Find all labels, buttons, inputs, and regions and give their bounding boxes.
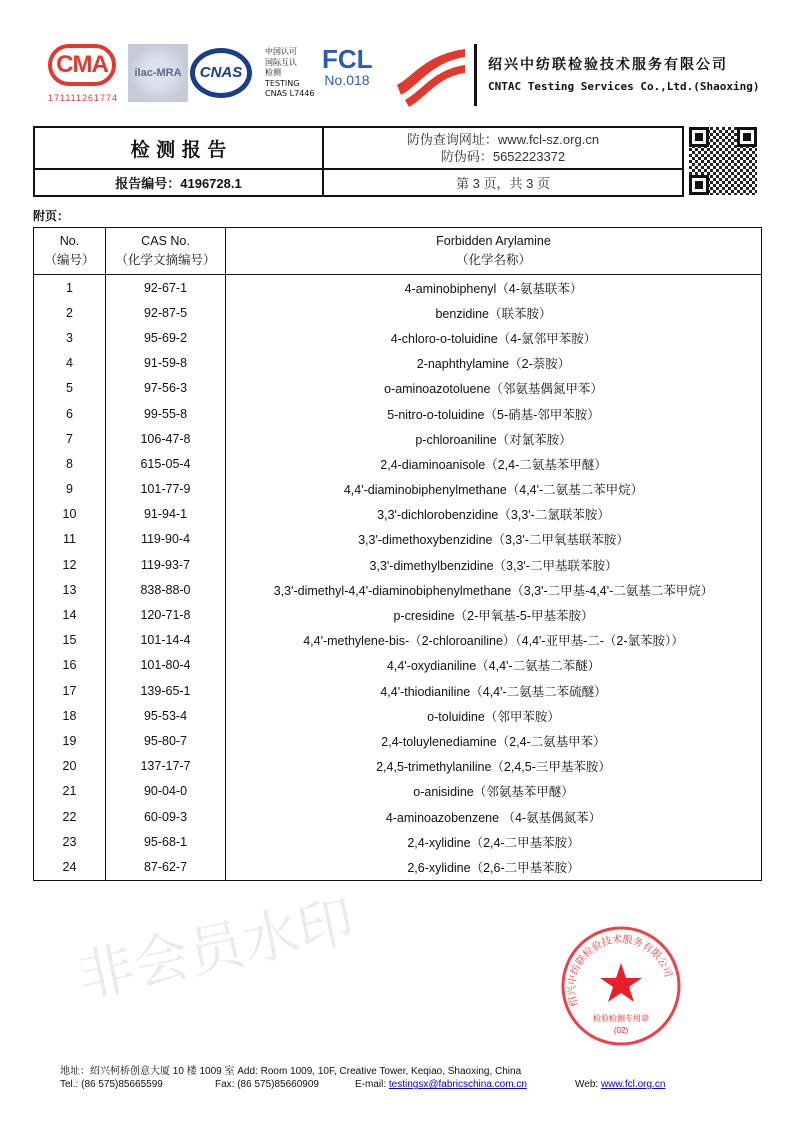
- cell-no: 22: [34, 804, 106, 829]
- cell-cas: 91-59-8: [106, 351, 226, 376]
- cell-cas: 95-53-4: [106, 703, 226, 728]
- table-row: [34, 351, 762, 376]
- table-row: [34, 376, 762, 401]
- fcl-logo: [322, 46, 372, 88]
- cell-cas: 101-80-4: [106, 653, 226, 678]
- table-row: [34, 779, 762, 804]
- company-seal: [560, 925, 682, 1047]
- cell-cas: 101-14-4: [106, 628, 226, 653]
- cnas-logo: CNAS: [190, 48, 252, 98]
- cell-cas: 101-77-9: [106, 477, 226, 502]
- cell-no: 15: [34, 628, 106, 653]
- ilac-mra-logo: ilac-MRA: [128, 44, 188, 102]
- cell-cas: 119-90-4: [106, 527, 226, 552]
- cell-name: 2,4-toluylenediamine（2,4-二氨基甲苯）: [226, 728, 762, 753]
- header-text: （编号）: [44, 253, 95, 267]
- cell-no: 23: [34, 829, 106, 854]
- cell-no: 7: [34, 426, 106, 451]
- table-row: [34, 653, 762, 678]
- cell-name: benzidine（联苯胺）: [226, 300, 762, 325]
- seal-center-text: 检验检测专用章: [593, 1014, 649, 1023]
- cell-name: 2,4-xylidine（2,4-二甲基苯胺）: [226, 829, 762, 854]
- cnas-line: 国际互认: [265, 57, 297, 67]
- cell-name: 4-chloro-o-toluidine（4-氯邻甲苯胺）: [226, 325, 762, 350]
- table-row: [34, 628, 762, 653]
- appendix-label: 附页：: [33, 209, 70, 223]
- cell-cas: 87-62-7: [106, 854, 226, 880]
- web-link[interactable]: www.fcl.org.cn: [600, 1079, 666, 1090]
- cnas-accreditation-text: [265, 47, 314, 100]
- table-row: [34, 451, 762, 476]
- fcl-mark: FCL: [322, 44, 373, 74]
- table-row: [34, 728, 762, 753]
- table-row: [34, 325, 762, 350]
- cell-name: o-aminoazotoluene（邻氨基偶氮甲苯）: [226, 376, 762, 401]
- report-header-table: [33, 126, 684, 197]
- table-row: [34, 426, 762, 451]
- cell-no: 20: [34, 754, 106, 779]
- cma-logo: CMA: [48, 44, 116, 86]
- cell-name: p-cresidine（2-甲氧基-5-甲基苯胺）: [226, 602, 762, 627]
- company-name-en: CNTAC Testing Services Co.,Ltd.(Shaoxing): [488, 80, 760, 93]
- cell-name: o-toluidine（邻甲苯胺）: [226, 703, 762, 728]
- cell-name: 3,3'-dimethoxybenzidine（3,3'-二甲氧基联苯胺）: [226, 527, 762, 552]
- divider: [474, 44, 477, 106]
- cell-cas: 139-65-1: [106, 678, 226, 703]
- cell-cas: 92-87-5: [106, 300, 226, 325]
- report-number: 报告编号：4196728.1: [34, 169, 323, 196]
- cell-no: 10: [34, 502, 106, 527]
- email-label: E-mail:: [355, 1079, 389, 1090]
- cell-cas: 106-47-8: [106, 426, 226, 451]
- table-row: [34, 275, 762, 301]
- cell-name: 3,3'-dichlorobenzidine（3,3'-二氯联苯胺）: [226, 502, 762, 527]
- web-label: Web:: [575, 1079, 601, 1090]
- cell-no: 18: [34, 703, 106, 728]
- cell-cas: 615-05-4: [106, 451, 226, 476]
- table-row: [34, 300, 762, 325]
- report-title: 检 测 报 告: [34, 127, 323, 169]
- seal-ring-text: 绍兴中纺联检验技术服务有限公司: [566, 934, 674, 1008]
- cnas-line: 检测: [265, 68, 281, 77]
- table-row: [34, 804, 762, 829]
- cell-name: 4,4'-oxydianiline（4,4'-二氨基二苯醚）: [226, 653, 762, 678]
- fcl-number: No.018: [324, 72, 370, 88]
- qr-code: [689, 127, 757, 195]
- cell-no: 13: [34, 577, 106, 602]
- arylamine-table: [33, 227, 762, 881]
- cell-cas: 119-93-7: [106, 552, 226, 577]
- table-row: [34, 527, 762, 552]
- cell-cas: 99-55-8: [106, 401, 226, 426]
- table-row: [34, 854, 762, 880]
- table-row: [34, 703, 762, 728]
- cell-name: o-anisidine（邻氨基苯甲醚）: [226, 779, 762, 804]
- watermark: 非会员水印: [72, 888, 360, 1011]
- cell-name: 4,4'-methylene-bis-（2-chloroaniline）（4,4'-亚甲基-二-（2-氯苯胺））: [226, 628, 762, 653]
- company-name-cn: 绍兴中纺联检验技术服务有限公司: [488, 57, 728, 73]
- cell-cas: 60-09-3: [106, 804, 226, 829]
- cnas-line: CNAS L7446: [265, 89, 315, 98]
- cell-no: 21: [34, 779, 106, 804]
- cell-name: 2-naphthylamine（2-萘胺）: [226, 351, 762, 376]
- cell-name: 4,4'-diaminobiphenylmethane（4,4'-二氨基二苯甲烷）: [226, 477, 762, 502]
- col-header-cas: [106, 228, 226, 275]
- cell-name: 2,4-diaminoanisole（2,4-二氨基苯甲醚）: [226, 451, 762, 476]
- col-header-no: [34, 228, 106, 275]
- cell-name: 4,4'-thiodianiline（4,4'-二氨基二苯硫醚）: [226, 678, 762, 703]
- cell-cas: 95-68-1: [106, 829, 226, 854]
- table-row: [34, 829, 762, 854]
- cell-no: 5: [34, 376, 106, 401]
- page-indicator: 第 3 页，共 3 页: [323, 169, 683, 196]
- cell-cas: 838-88-0: [106, 577, 226, 602]
- cell-cas: 95-80-7: [106, 728, 226, 753]
- table-row: [34, 502, 762, 527]
- cell-no: 14: [34, 602, 106, 627]
- cell-cas: 91-94-1: [106, 502, 226, 527]
- cell-name: p-chloroaniline（对氯苯胺）: [226, 426, 762, 451]
- cnas-line: TESTING: [265, 78, 300, 88]
- footer-contacts: [60, 1079, 700, 1090]
- company-swoosh-logo: [395, 45, 467, 107]
- header-text: （化学文摘编号）: [115, 253, 216, 267]
- email-link[interactable]: testingsx@fabricschina.com.cn: [388, 1079, 527, 1090]
- footer-address: 地址：绍兴柯桥创意大厦 10 楼 1009 室 Add: Room 1009, 10F, Creative Tower, Keqiao, Shaoxing, China: [60, 1066, 522, 1077]
- table-row: [34, 754, 762, 779]
- cell-name: 3,3'-dimethyl-4,4'-diaminobiphenylmethane（3,3'-二甲基-4,4'-二氨基二苯甲烷）: [226, 577, 762, 602]
- table-row: [34, 577, 762, 602]
- cell-no: 1: [34, 275, 106, 301]
- cell-cas: 95-69-2: [106, 325, 226, 350]
- table-row: [34, 401, 762, 426]
- header-text: （化学名称）: [455, 253, 531, 267]
- cell-name: 5-nitro-o-toluidine（5-硝基-邻甲苯胺）: [226, 401, 762, 426]
- footer-tel: Tel.: (86 575)85665599: [60, 1079, 163, 1090]
- cell-name: 4-aminobiphenyl（4-氨基联苯）: [226, 275, 762, 301]
- seal-code: (02): [613, 1026, 629, 1035]
- table-row: [34, 678, 762, 703]
- cell-no: 16: [34, 653, 106, 678]
- cell-no: 4: [34, 351, 106, 376]
- cell-no: 3: [34, 325, 106, 350]
- cell-cas: 90-04-0: [106, 779, 226, 804]
- cell-cas: 92-67-1: [106, 275, 226, 301]
- cell-no: 12: [34, 552, 106, 577]
- header-text: Forbidden Arylamine: [436, 234, 551, 248]
- table-row: [34, 602, 762, 627]
- verify-code: 防伪码：5652223372: [440, 149, 566, 164]
- cell-name: 4-aminoazobenzene （4-氨基偶氮苯）: [226, 804, 762, 829]
- cell-cas: 120-71-8: [106, 602, 226, 627]
- cell-no: 11: [34, 527, 106, 552]
- anti-counterfeit-info: [323, 127, 683, 169]
- cell-no: 17: [34, 678, 106, 703]
- cell-cas: 97-56-3: [106, 376, 226, 401]
- footer-fax: Fax: (86 575)85660909: [215, 1079, 319, 1090]
- cell-no: 8: [34, 451, 106, 476]
- cell-name: 2,6-xylidine（2,6-二甲基苯胺）: [226, 854, 762, 880]
- cnas-line: 中国认可: [265, 47, 297, 56]
- cell-no: 19: [34, 728, 106, 753]
- verify-url: 防伪查询网址：www.fcl-sz.org.cn: [406, 132, 600, 147]
- cell-no: 24: [34, 854, 106, 880]
- header-text: No.: [59, 234, 80, 248]
- col-header-name: [226, 228, 762, 275]
- cell-cas: 137-17-7: [106, 754, 226, 779]
- cell-no: 6: [34, 401, 106, 426]
- cell-no: 2: [34, 300, 106, 325]
- cell-name: 3,3'-dimethylbenzidine（3,3'-二甲基联苯胺）: [226, 552, 762, 577]
- cell-name: 2,4,5-trimethylaniline（2,4,5-三甲基苯胺）: [226, 754, 762, 779]
- cell-no: 9: [34, 477, 106, 502]
- cma-number: 171111261774: [48, 93, 119, 103]
- table-row: [34, 552, 762, 577]
- header-text: CAS No.: [141, 234, 190, 248]
- table-row: [34, 477, 762, 502]
